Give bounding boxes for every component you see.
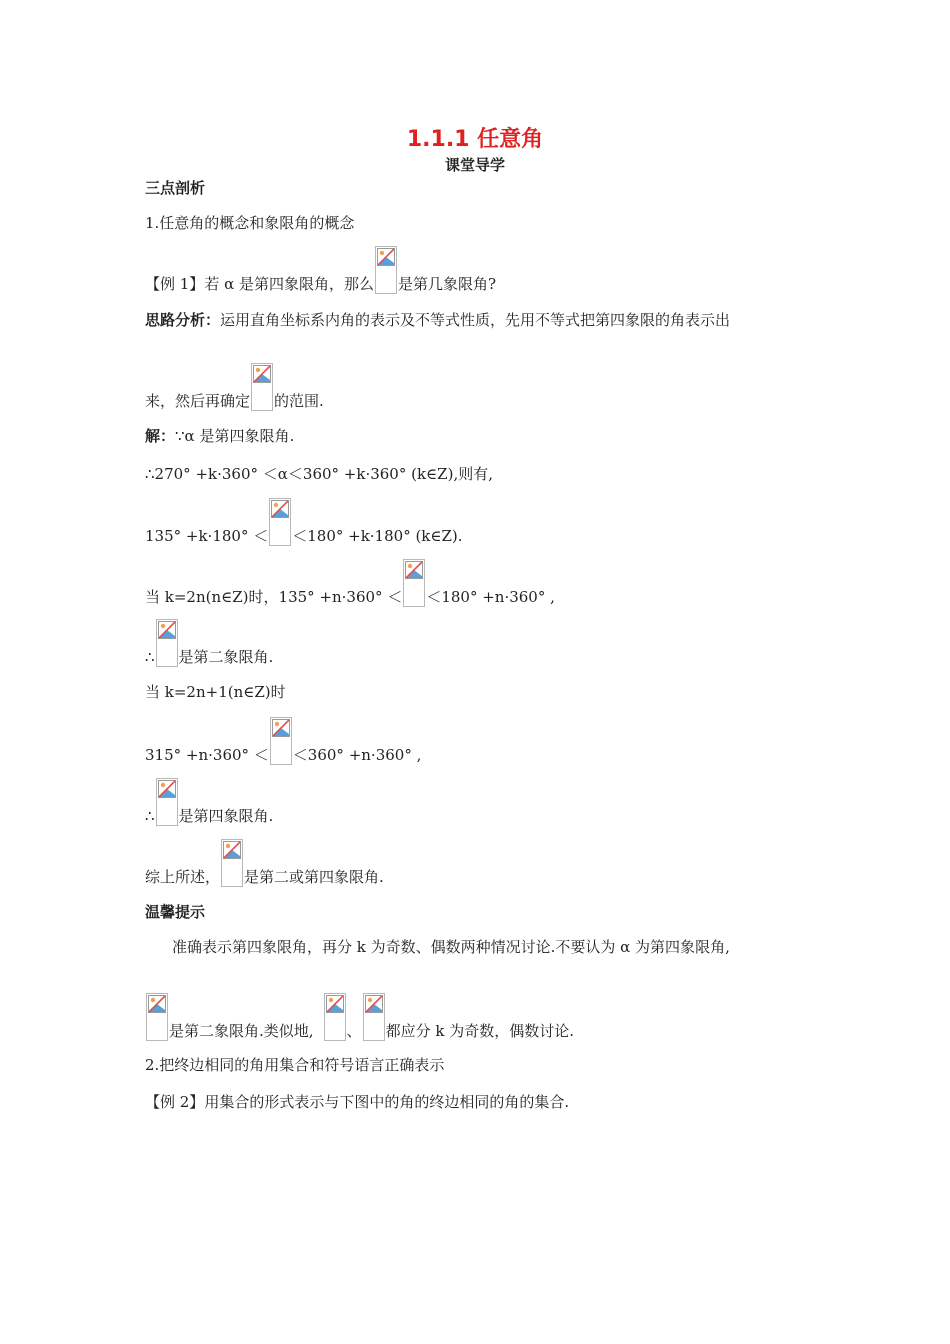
example-1-text-end: 是第几象限角?: [397, 275, 497, 293]
topic-2-heading: 2.把终边相同的角用集合和符号语言正确表示: [145, 1056, 445, 1074]
broken-image-icon: [156, 778, 178, 826]
step-4-text: 是第二象限角.: [178, 648, 274, 666]
step-7-text: 是第四象限角.: [178, 807, 274, 825]
step-6-right: ＜360° +n·360° ,: [292, 746, 422, 764]
solution-step-2: [145, 498, 463, 546]
solution-step-6: [145, 717, 421, 765]
solution: [145, 426, 294, 446]
example-1: [145, 246, 496, 294]
summary-text: 是第二或第四象限角.: [244, 868, 384, 886]
broken-image-icon: [251, 363, 273, 411]
step-6-left: 315° +n·360° ＜: [145, 746, 269, 764]
section-heading: 三点剖析: [145, 179, 206, 197]
step-2-left: 135° +k·180° ＜: [145, 527, 269, 545]
step-2-right: ＜180° +k·180° (k∈Z).: [292, 527, 463, 545]
analysis-cont-text: 来，然后再确定: [145, 392, 251, 410]
broken-image-icon: [375, 246, 397, 294]
solution-step-5: 当 k=2n+1(n∈Z)时: [145, 683, 286, 701]
analysis-cont-text-end: 的范围.: [274, 392, 324, 410]
solution-label: 解：: [145, 427, 176, 445]
example-2-text: 用集合的形式表示与下图中的角的终边相同的角的集合.: [204, 1093, 570, 1111]
broken-image-icon: [269, 498, 291, 546]
example-1-label: 【例 1】: [145, 275, 205, 293]
tip-2-separator: 、: [346, 1022, 362, 1040]
solution-step-4: [145, 619, 273, 667]
broken-image-icon: [324, 993, 346, 1041]
page-title: 1.1.1 任意角: [406, 127, 544, 152]
example-2-label: 【例 2】: [145, 1093, 205, 1111]
topic-1-heading: 1.任意角的概念和象限角的概念: [145, 214, 355, 232]
tip-line-1: 准确表示第四象限角，再分 k 为奇数、偶数两种情况讨论.不要认为 α 为第四象限角,: [172, 938, 730, 956]
analysis: [145, 310, 730, 330]
analysis-text: 运用直角坐标系内角的表示及不等式性质，先用不等式把第四象限的角表示出: [220, 311, 731, 329]
tip-2-text: 是第二象限角.类似地,: [169, 1022, 314, 1040]
broken-image-icon: [270, 717, 292, 765]
broken-image-icon: [221, 839, 243, 887]
broken-image-icon: [363, 993, 385, 1041]
broken-image-icon: [403, 559, 425, 607]
analysis-continued: [145, 363, 324, 411]
summary-lead: 综上所述，: [145, 868, 221, 886]
step-3-right: ＜180° +n·360° ,: [426, 588, 555, 606]
solution-step-7: [145, 778, 273, 826]
example-2: [145, 1092, 569, 1112]
solution-step-1: ∴270° +k·360° ＜α＜360° +k·360° (k∈Z),则有,: [145, 465, 493, 483]
solution-step-3: [145, 559, 555, 607]
tip-line-2: [145, 993, 574, 1041]
solution-text: ∵α 是第四象限角.: [175, 427, 295, 445]
broken-image-icon: [146, 993, 168, 1041]
example-1-text: 若 α 是第四象限角，那么: [204, 275, 374, 293]
step-7-therefore: ∴: [145, 807, 155, 825]
summary: [145, 839, 384, 887]
page-subtitle: 课堂导学: [444, 156, 505, 174]
tip-2-text-end: 都应分 k 为奇数，偶数讨论.: [385, 1022, 574, 1040]
step-3-left: 当 k=2n(n∈Z)时，135° +n·360° ＜: [145, 588, 403, 606]
step-4-therefore: ∴: [145, 648, 155, 666]
broken-image-icon: [156, 619, 178, 667]
tip-heading: 温馨提示: [145, 903, 206, 921]
analysis-label: 思路分析：: [145, 311, 221, 329]
